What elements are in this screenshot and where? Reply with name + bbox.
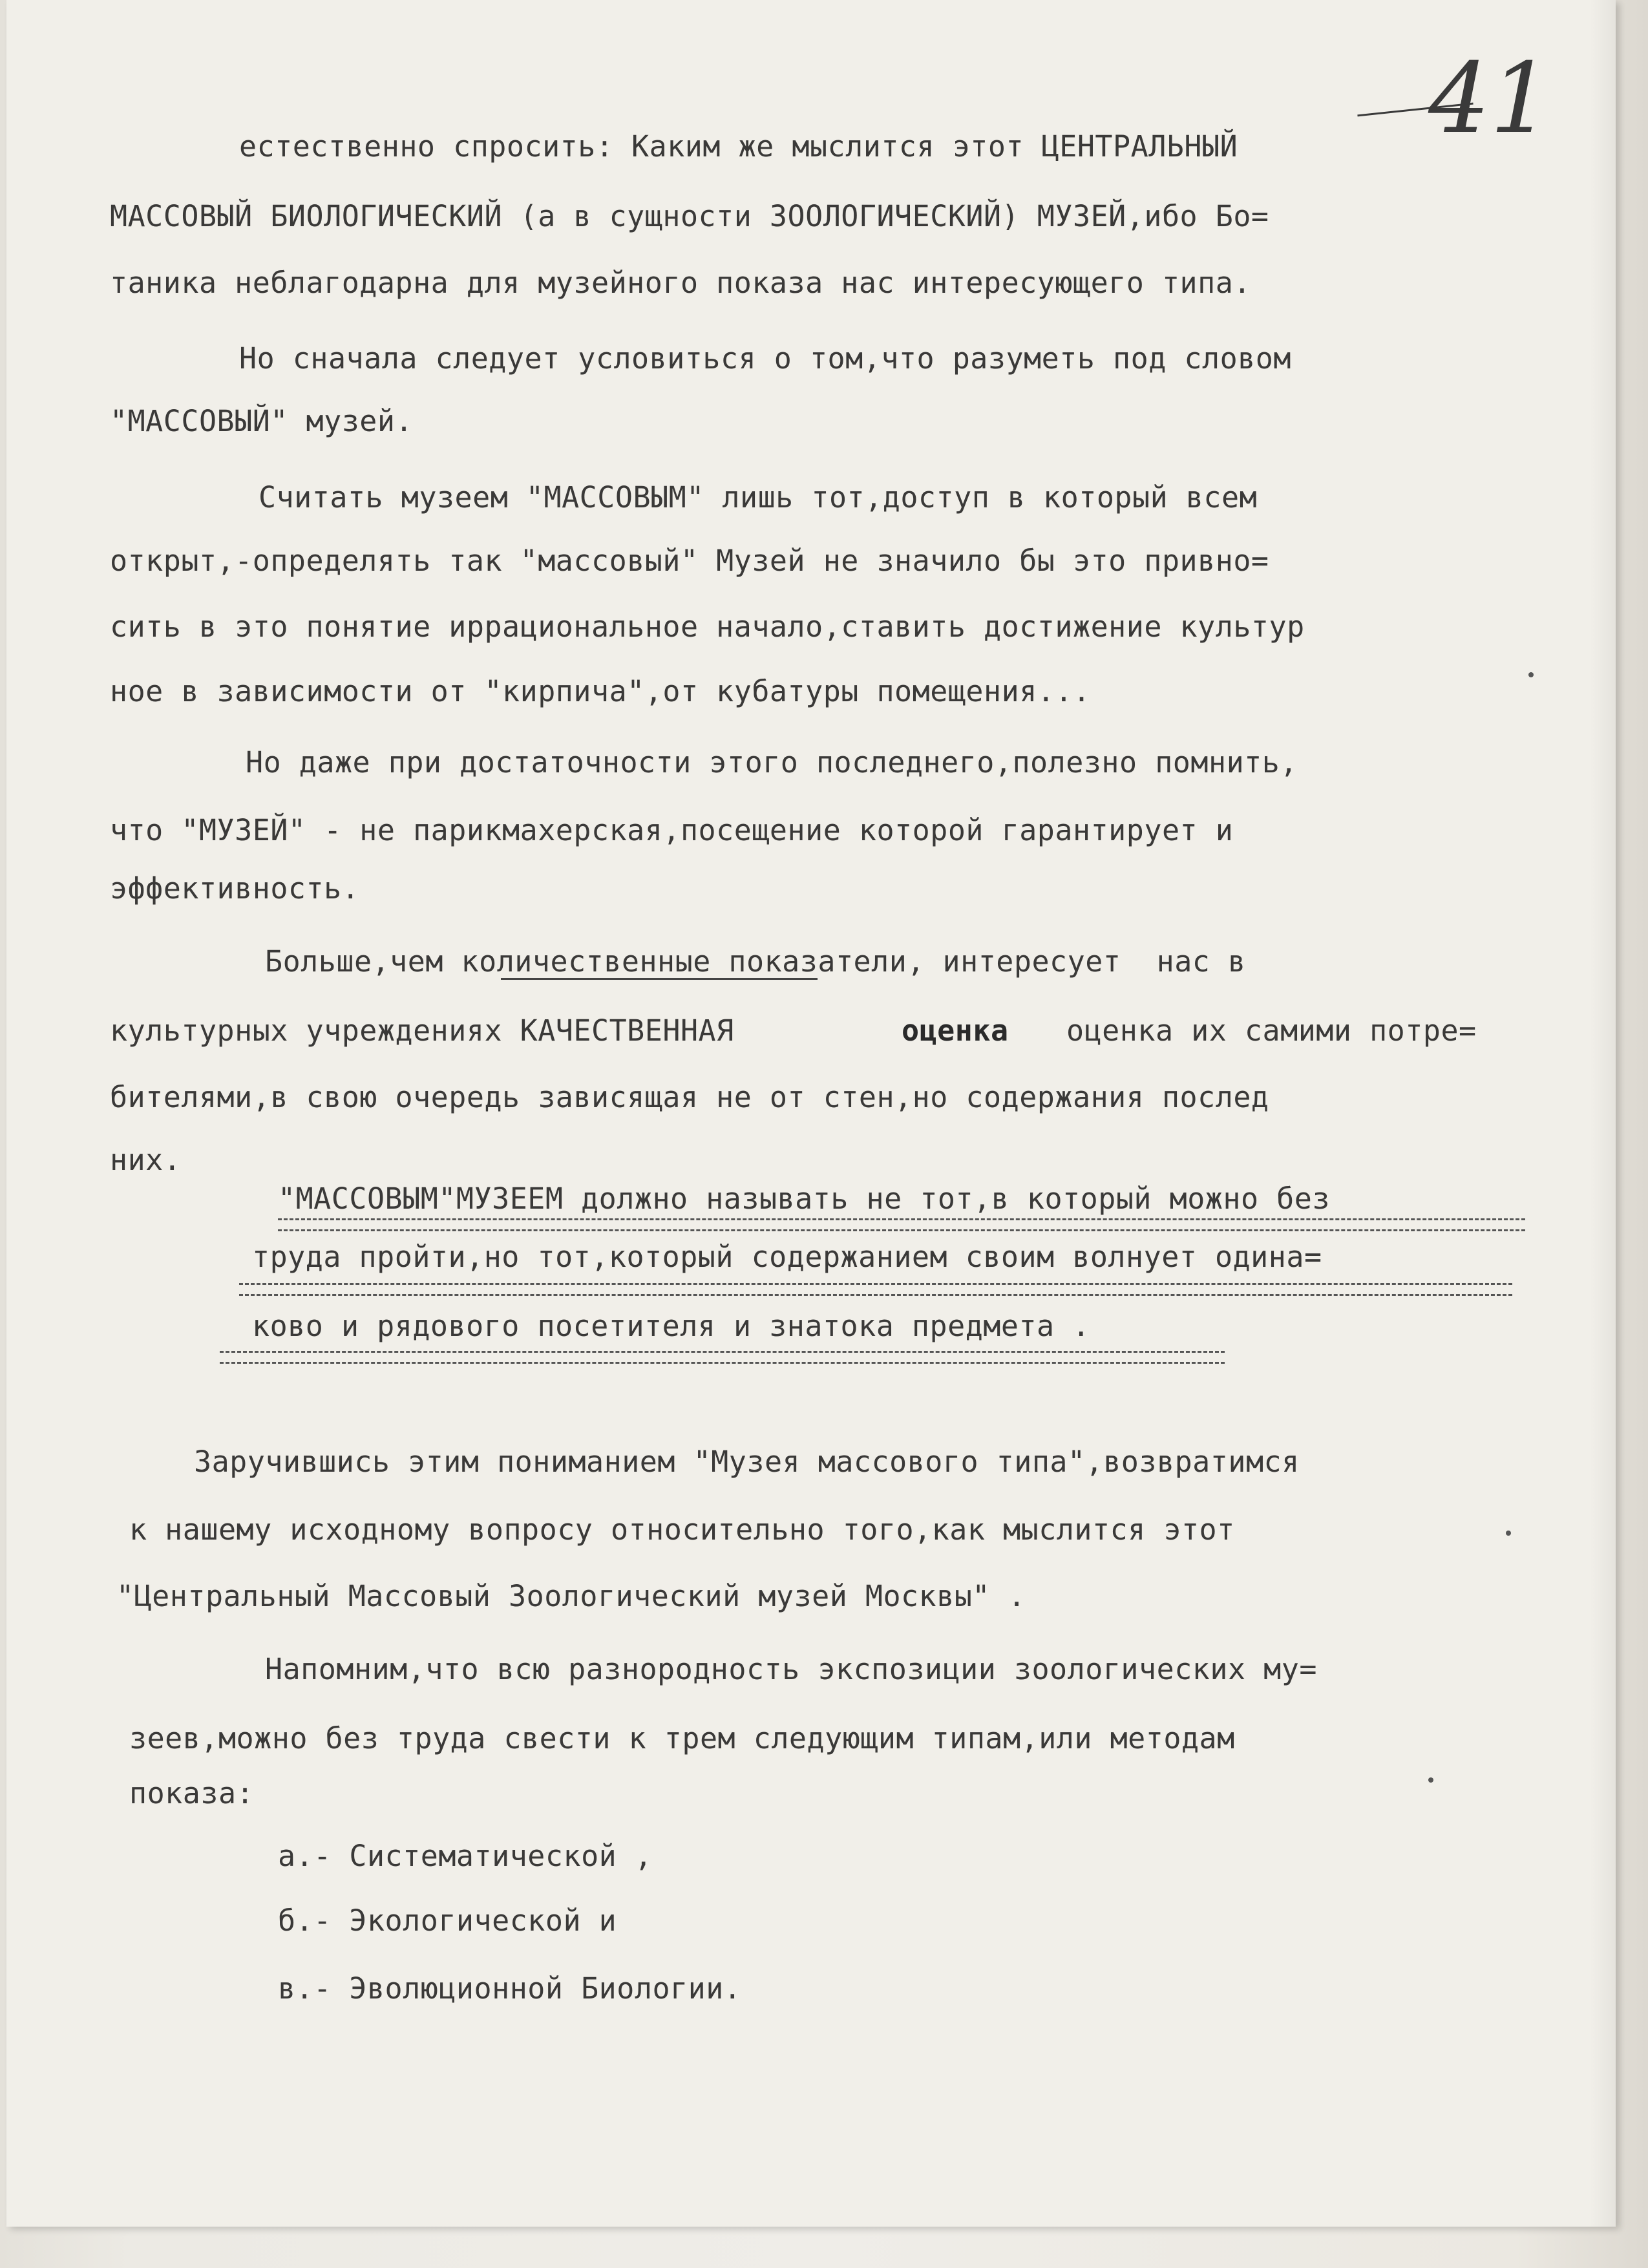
typewritten-page <box>6 0 1616 2227</box>
text-line: ное в зависимости от "кирпича",от кубатуры помещения... <box>110 674 1091 708</box>
text-line: таника неблагодарна для музейного показа нас интересующего типа. <box>110 266 1251 300</box>
text-line: них. <box>110 1143 182 1177</box>
text-line: МАССОВЫЙ БИОЛОГИЧЕСКИЙ (а в сущности ЗООЛОГИЧЕСКИЙ) МУЗЕЙ,ибо Бо= <box>110 199 1269 233</box>
text-line: культурных учреждениях КАЧЕСТВЕННАЯ <box>110 1013 734 1048</box>
list-item: б.- Экологической и <box>278 1903 617 1938</box>
text-line: бителями,в свою очередь зависящая не от стен,но содержания послед <box>110 1080 1269 1114</box>
text-line: показа: <box>129 1776 255 1810</box>
text-line: эффективность. <box>110 871 360 906</box>
text-line: оценка их самими потре= <box>1066 1013 1477 1048</box>
text-line: "МАССОВЫМ"МУЗЕЕМ должно называть не тот,в который можно без <box>278 1182 1330 1216</box>
paper-mark <box>1528 672 1534 677</box>
double-underline <box>239 1283 1512 1296</box>
text-line: Но сначала следует условиться о том,что разуметь под словом <box>239 341 1291 376</box>
page-number: 41 <box>1428 43 1552 155</box>
text-line: "Центральный Массовый Зоологический музей Москвы" . <box>116 1579 1026 1613</box>
text-line: Напомним,что всю разнородность экспозиции зоологических му= <box>265 1652 1317 1686</box>
text-line: ково и рядового посетителя и знатока предмета . <box>252 1309 1090 1343</box>
list-item: в.- Эволюционной Биологии. <box>278 1971 742 2006</box>
text-line: естественно спросить: Каким же мыслится этот ЦЕНТРАЛЬНЫЙ <box>239 129 1238 164</box>
text-line: Считать музеем "МАССОВЫМ" лишь тот,доступ в который всем <box>259 480 1258 514</box>
text-line: зеев,можно без труда свести к трем следующим типам,или методам <box>129 1721 1235 1755</box>
paper-mark <box>1428 1777 1433 1783</box>
text-line: Заручившись этим пониманием "Музея массового типа",возвратимся <box>194 1445 1300 1479</box>
text-line: труда пройти,но тот,который содержанием своим волнует одина= <box>252 1240 1322 1274</box>
double-underline <box>220 1351 1225 1364</box>
text-line: сить в это понятие иррациональное начало,ставить достижение культур <box>110 609 1305 644</box>
text-line: Но даже при достаточности этого последнего,полезно помнить, <box>246 745 1298 779</box>
text-line: что "МУЗЕЙ" - не парикмахерская,посещение которой гарантирует и <box>110 813 1234 847</box>
paper-mark <box>1506 1531 1511 1536</box>
list-item: а.- Систематической , <box>278 1839 653 1873</box>
text-line: открыт,-определять так "массовый" Музей не значило бы это привно= <box>110 544 1269 578</box>
text-line: Больше,чем количественные показатели, интересует нас в <box>265 944 1246 979</box>
underline <box>501 978 818 980</box>
double-underline <box>278 1218 1525 1231</box>
text-line: "МАССОВЫЙ" музей. <box>110 404 414 438</box>
text-line: к нашему исходному вопросу относительно того,как мыслится этот <box>129 1512 1235 1547</box>
overstruck-word: оценка <box>902 1013 1009 1048</box>
